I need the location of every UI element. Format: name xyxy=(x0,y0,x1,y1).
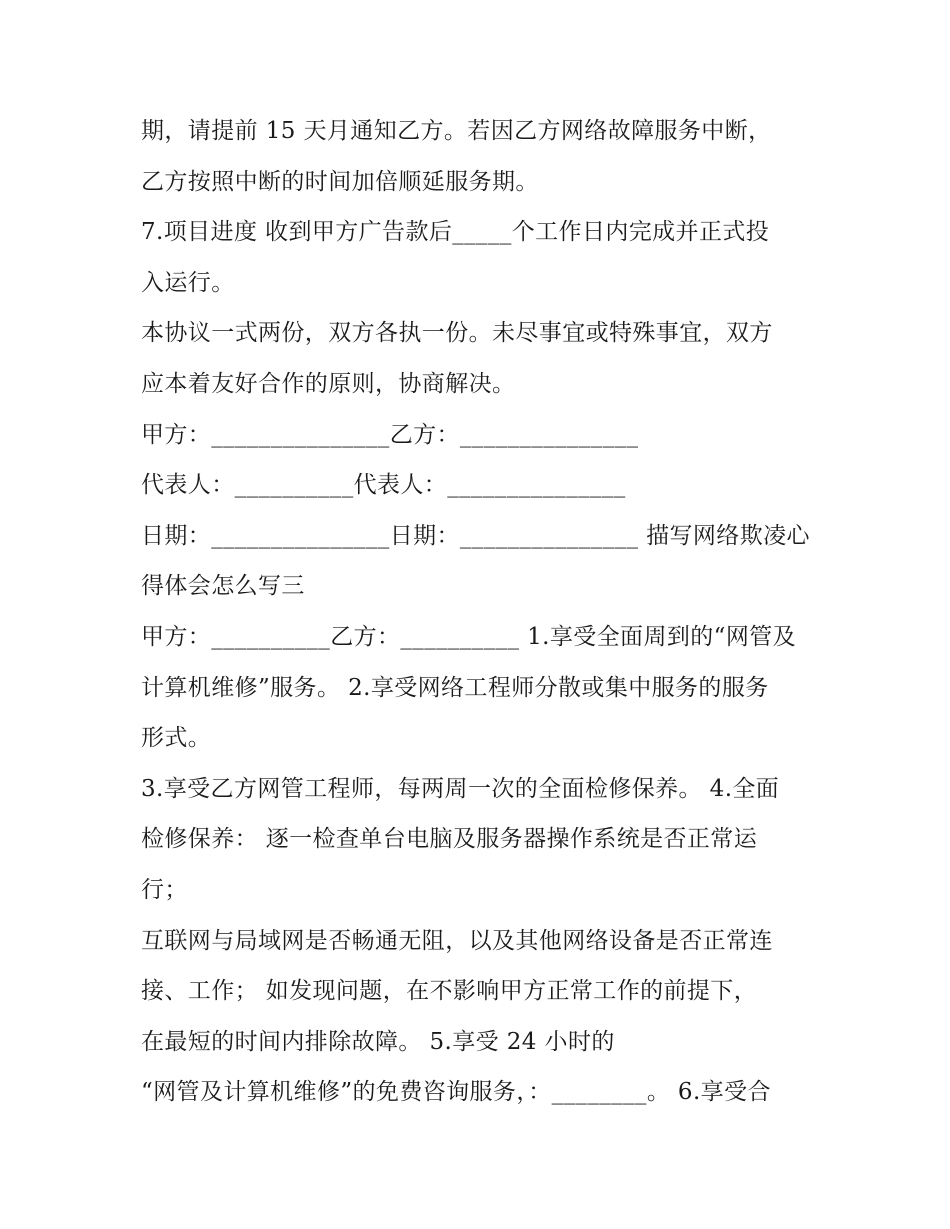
text-line: 接、工作； 如发现问题，在不影响甲方正常工作的前提下， xyxy=(141,978,758,1005)
text-line: 入运行。 xyxy=(141,269,235,296)
signature-line-representative: 代表人：__________代表人：_______________ xyxy=(141,472,626,499)
text-line: 得体会怎么写三 xyxy=(141,573,305,600)
text-line: 检修保养： 逐一检查单台电脑及服务器操作系统是否正常运 xyxy=(141,826,758,853)
text-line: 乙方按照中断的时间加倍顺延服务期。 xyxy=(141,168,539,195)
signature-line-date: 日期：_______________日期：_______________ 描写网络欺凌心 xyxy=(141,522,810,549)
text-line: “网管及计算机维修”的免费咨询服务，：________。 6.享受合 xyxy=(141,1079,771,1106)
text-line: 应本着友好合作的原则，协商解决。 xyxy=(141,370,516,397)
text-line: 计算机维修”服务。 2.享受网络工程师分散或集中服务的服务 xyxy=(141,674,769,701)
text-line: 形式。 xyxy=(141,725,212,752)
text-line: 3.享受乙方网管工程师，每两周一次的全面检修保养。 4.全面 xyxy=(141,775,780,802)
text-line: 7.项目进度 收到甲方广告款后_____个工作日内完成并正式投 xyxy=(141,219,770,246)
text-line: 本协议一式两份，双方各执一份。未尽事宜或特殊事宜，双方 xyxy=(141,320,773,347)
text-line: 期，请提前 15 天月通知乙方。若因乙方网络故障服务中断， xyxy=(141,118,772,144)
text-line: 互联网与局域网是否畅通无阻，以及其他网络设备是否正常连 xyxy=(141,927,773,954)
text-line: 甲方：__________乙方：__________ 1.享受全面周到的“网管及 xyxy=(141,623,797,650)
text-line: 行； xyxy=(141,876,188,903)
document-body xyxy=(141,106,821,1118)
signature-line-party: 甲方：_______________乙方：_______________ xyxy=(141,421,639,448)
text-line: 在最短的时间内排除故障。 5.享受 24 小时的 xyxy=(141,1028,615,1055)
